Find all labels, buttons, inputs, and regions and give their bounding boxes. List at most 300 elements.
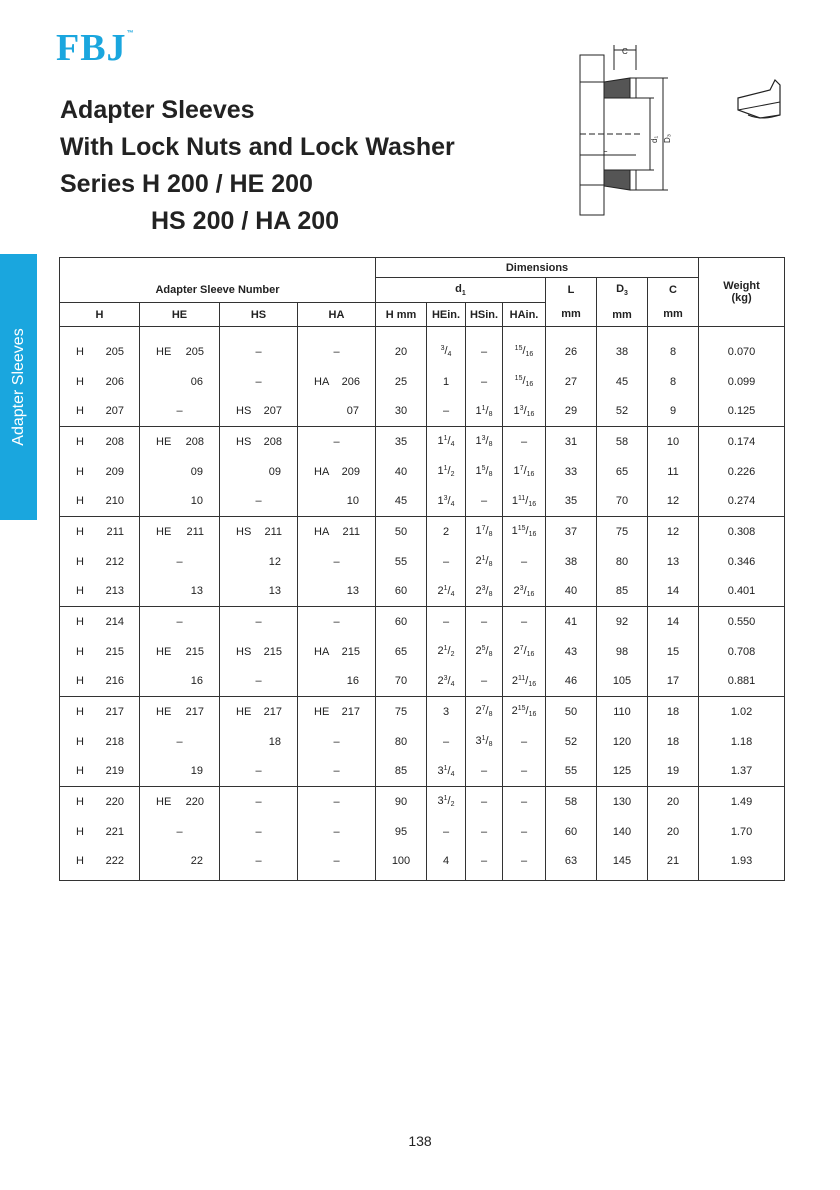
fraction-numerator: 3 bbox=[443, 674, 448, 682]
ha-number: 215 bbox=[341, 645, 360, 658]
cell-wt: 0.346 bbox=[699, 547, 785, 577]
cell-hein: – bbox=[427, 607, 466, 637]
header-d3 bbox=[597, 278, 648, 327]
fraction-denominator: 2 bbox=[450, 471, 455, 478]
ha-number: 206 bbox=[341, 375, 360, 388]
he-number: 208 bbox=[185, 435, 204, 448]
sleeve-outline bbox=[580, 55, 604, 215]
cell-hsin bbox=[466, 457, 503, 487]
cell-hein: – bbox=[427, 727, 466, 757]
hain-fraction: $2^3/_{16}$ bbox=[513, 584, 535, 598]
cell-d3: 125 bbox=[597, 757, 648, 787]
cell-h bbox=[60, 577, 140, 607]
hein-fraction: $1^1/_4$ bbox=[437, 435, 455, 449]
he-number: 205 bbox=[185, 345, 204, 358]
cell-hsin: – bbox=[466, 367, 503, 397]
table-row bbox=[60, 697, 785, 727]
cell-hain: – bbox=[503, 607, 546, 637]
cell-wt: 1.02 bbox=[699, 697, 785, 727]
fraction-numerator: 7 bbox=[481, 705, 486, 713]
fraction-whole: 2 bbox=[511, 674, 518, 687]
title-line-4: HS 200 / HA 200 bbox=[151, 207, 340, 235]
cell-hain bbox=[503, 457, 546, 487]
cell-c: 20 bbox=[648, 817, 699, 847]
fraction-denominator: 2 bbox=[450, 801, 455, 809]
header-he: HE bbox=[140, 303, 220, 327]
fraction-denominator: 16 bbox=[526, 410, 535, 418]
cell-h bbox=[60, 787, 140, 817]
cell-hein: – bbox=[427, 817, 466, 847]
fraction-denominator: 8 bbox=[488, 561, 493, 568]
header-dimensions: Dimensions bbox=[376, 258, 699, 278]
table-row bbox=[60, 427, 785, 457]
h-number: 207 bbox=[105, 405, 124, 418]
cell-c: 21 bbox=[648, 847, 699, 881]
cell-l: 37 bbox=[546, 517, 597, 547]
he-number: 215 bbox=[185, 645, 204, 658]
fraction-numerator: 7 bbox=[481, 525, 486, 533]
he-number: 217 bbox=[185, 705, 204, 718]
header-l bbox=[546, 278, 597, 327]
cell-hs bbox=[220, 517, 298, 547]
cell-he: – bbox=[140, 817, 220, 847]
header-weight-label: Weight bbox=[723, 280, 760, 292]
ha-number: 209 bbox=[341, 465, 360, 478]
adapter-sleeve-table bbox=[59, 257, 785, 881]
fraction-denominator: 16 bbox=[525, 381, 534, 388]
fraction-numerator: 15 bbox=[514, 375, 523, 382]
fraction-whole: 2 bbox=[513, 584, 520, 597]
fraction-whole: 3 bbox=[437, 795, 444, 808]
cell-hmm: 20 bbox=[376, 327, 427, 367]
h-prefix: H bbox=[76, 525, 84, 538]
table-row bbox=[60, 367, 785, 397]
cell-wt: 0.070 bbox=[699, 327, 785, 367]
cell-ha: – bbox=[298, 607, 376, 637]
cell-c: 12 bbox=[648, 517, 699, 547]
cell-h bbox=[60, 547, 140, 577]
cell-hs: – bbox=[220, 367, 298, 397]
h-number: 218 bbox=[105, 735, 124, 748]
table-row bbox=[60, 607, 785, 637]
cell-hs: – bbox=[220, 327, 298, 367]
cell-l: 31 bbox=[546, 427, 597, 457]
hain-fraction: $^{15}/_{16}$ bbox=[514, 375, 534, 388]
fraction-denominator: 4 bbox=[450, 590, 455, 598]
he-prefix: HE bbox=[156, 435, 172, 448]
hs-prefix: HS bbox=[236, 525, 252, 538]
cell-ha: – bbox=[298, 547, 376, 577]
fraction-numerator: 1 bbox=[443, 435, 448, 443]
hein-fraction: $^3/_4$ bbox=[440, 345, 452, 359]
h-prefix: H bbox=[76, 405, 84, 418]
header-d1-label: d bbox=[455, 282, 462, 295]
cell-wt: 0.550 bbox=[699, 607, 785, 637]
cell-l: 26 bbox=[546, 327, 597, 367]
fraction-whole: 1 bbox=[475, 435, 482, 448]
cell-hein: 4 bbox=[427, 847, 466, 881]
cell-d3: 70 bbox=[597, 487, 648, 517]
cell-hs: 13 bbox=[220, 577, 298, 607]
cell-hs bbox=[220, 637, 298, 667]
hs-number: 215 bbox=[263, 645, 282, 658]
cell-wt: 1.18 bbox=[699, 727, 785, 757]
cell-hain: – bbox=[503, 727, 546, 757]
cell-l: 60 bbox=[546, 817, 597, 847]
cell-hs: – bbox=[220, 487, 298, 517]
h-number: 206 bbox=[105, 375, 124, 388]
header-d3-sub: 3 bbox=[624, 290, 628, 298]
fbj-logo bbox=[56, 26, 135, 70]
cell-d3: 65 bbox=[597, 457, 648, 487]
ha-prefix: HA bbox=[314, 525, 330, 538]
he-number: 220 bbox=[185, 795, 204, 808]
fraction-whole: 2 bbox=[475, 645, 482, 657]
fraction-numerator: 1 bbox=[443, 465, 448, 472]
h-prefix: H bbox=[76, 465, 84, 478]
h-prefix: H bbox=[76, 705, 84, 718]
header-d1-sub: 1 bbox=[461, 290, 466, 298]
cell-he bbox=[140, 697, 220, 727]
fraction-whole: 1 bbox=[513, 465, 520, 477]
fraction-denominator: 2 bbox=[450, 651, 455, 658]
cell-h bbox=[60, 757, 140, 787]
fraction-denominator: 8 bbox=[488, 711, 493, 719]
cell-l: 46 bbox=[546, 667, 597, 697]
cell-hs: – bbox=[220, 787, 298, 817]
cell-hsin: – bbox=[466, 487, 503, 517]
cell-hain bbox=[503, 697, 546, 727]
cell-d3: 92 bbox=[597, 607, 648, 637]
cell-h bbox=[60, 427, 140, 457]
cell-wt: 0.308 bbox=[699, 517, 785, 547]
fraction-numerator: 1 bbox=[481, 404, 486, 412]
cell-hain: – bbox=[503, 817, 546, 847]
fraction-numerator: 7 bbox=[519, 645, 524, 652]
hein-fraction: $2^3/_4$ bbox=[437, 674, 455, 688]
fraction-whole: 1 bbox=[475, 465, 482, 477]
fraction-numerator: 1 bbox=[481, 735, 486, 742]
cell-ha: – bbox=[298, 427, 376, 457]
cell-he bbox=[140, 637, 220, 667]
table-row bbox=[60, 757, 785, 787]
cell-d3: 38 bbox=[597, 327, 648, 367]
cell-hain bbox=[503, 367, 546, 397]
fraction-whole: 2 bbox=[475, 705, 482, 718]
fraction-numerator: 3 bbox=[481, 584, 486, 592]
cell-l: 41 bbox=[546, 607, 597, 637]
cell-c: 13 bbox=[648, 547, 699, 577]
cell-d3: 75 bbox=[597, 517, 648, 547]
fraction-denominator: 4 bbox=[450, 770, 455, 778]
he-number: 211 bbox=[186, 525, 204, 538]
fraction-numerator: 15 bbox=[517, 705, 526, 713]
cell-d3: 58 bbox=[597, 427, 648, 457]
cell-hmm: 80 bbox=[376, 727, 427, 757]
fraction-whole: 1 bbox=[475, 525, 482, 538]
cell-hein bbox=[427, 457, 466, 487]
fraction-denominator: 16 bbox=[525, 351, 534, 359]
cell-hein bbox=[427, 667, 466, 697]
table-row bbox=[60, 727, 785, 757]
h-number: 219 bbox=[105, 765, 124, 778]
cell-wt: 0.881 bbox=[699, 667, 785, 697]
fraction-denominator: 16 bbox=[528, 531, 537, 539]
cell-wt: 1.93 bbox=[699, 847, 785, 881]
h-prefix: H bbox=[76, 795, 84, 808]
cell-d3: 98 bbox=[597, 637, 648, 667]
cell-c: 11 bbox=[648, 457, 699, 487]
hein-fraction: $1^3/_4$ bbox=[437, 494, 455, 508]
h-number: 213 bbox=[105, 585, 124, 598]
cell-hmm: 95 bbox=[376, 817, 427, 847]
cell-hain bbox=[503, 577, 546, 607]
cell-d3: 130 bbox=[597, 787, 648, 817]
cell-d3: 85 bbox=[597, 577, 648, 607]
cell-d3: 45 bbox=[597, 367, 648, 397]
cell-c: 20 bbox=[648, 787, 699, 817]
hain-fraction: $1^3/_{16}$ bbox=[513, 404, 535, 418]
cell-c: 9 bbox=[648, 397, 699, 427]
cell-he: 19 bbox=[140, 757, 220, 787]
cell-d3: 145 bbox=[597, 847, 648, 881]
fraction-whole: 2 bbox=[511, 705, 518, 718]
hain-fraction: $2^7/_{16}$ bbox=[513, 645, 535, 658]
h-prefix: H bbox=[76, 825, 84, 838]
cell-h bbox=[60, 727, 140, 757]
cell-hain: – bbox=[503, 427, 546, 457]
cell-h bbox=[60, 607, 140, 637]
title-line-3: Series H 200 / HE 200 bbox=[60, 170, 313, 198]
hsin-fraction: $1^3/_8$ bbox=[475, 435, 493, 449]
hs-prefix: HS bbox=[236, 405, 252, 418]
table-row bbox=[60, 817, 785, 847]
h-number: 211 bbox=[106, 525, 124, 538]
h-number: 217 bbox=[105, 705, 124, 718]
table-row bbox=[60, 667, 785, 697]
cell-ha: – bbox=[298, 817, 376, 847]
cell-ha: – bbox=[298, 847, 376, 881]
hsin-fraction: $3^1/_8$ bbox=[475, 735, 493, 748]
cell-hsin bbox=[466, 427, 503, 457]
cell-hsin bbox=[466, 637, 503, 667]
cell-he: – bbox=[140, 727, 220, 757]
hs-number: 207 bbox=[263, 405, 282, 418]
hein-fraction: $1^1/_2$ bbox=[437, 465, 455, 478]
fraction-denominator: 16 bbox=[528, 711, 537, 719]
header-c-unit: mm bbox=[663, 308, 683, 320]
cell-hein: 1 bbox=[427, 367, 466, 397]
cell-wt: 1.49 bbox=[699, 787, 785, 817]
hsin-fraction: $2^7/_8$ bbox=[475, 705, 493, 719]
dim-d1-label: d₁ bbox=[650, 135, 659, 143]
header-weight bbox=[699, 258, 785, 327]
cell-hein: – bbox=[427, 397, 466, 427]
cell-wt: 0.174 bbox=[699, 427, 785, 457]
cell-hain bbox=[503, 327, 546, 367]
fraction-whole: 1 bbox=[437, 465, 444, 477]
fraction-whole: 2 bbox=[437, 645, 444, 657]
header-d1 bbox=[376, 278, 546, 303]
cell-hs: 12 bbox=[220, 547, 298, 577]
hsin-fraction: $1^1/_8$ bbox=[475, 404, 493, 418]
cell-hsin bbox=[466, 397, 503, 427]
cell-hsin: – bbox=[466, 847, 503, 881]
hein-fraction: $2^1/_4$ bbox=[437, 584, 455, 598]
table-row bbox=[60, 577, 785, 607]
cell-ha bbox=[298, 637, 376, 667]
cell-c: 14 bbox=[648, 607, 699, 637]
cell-hmm: 60 bbox=[376, 607, 427, 637]
cell-hsin: – bbox=[466, 667, 503, 697]
table-row bbox=[60, 787, 785, 817]
cell-hmm: 35 bbox=[376, 427, 427, 457]
cell-hs: – bbox=[220, 847, 298, 881]
cell-hain bbox=[503, 487, 546, 517]
fraction-numerator: 1 bbox=[443, 645, 448, 652]
cell-he bbox=[140, 787, 220, 817]
fraction-denominator: 16 bbox=[528, 680, 537, 688]
fraction-denominator: 16 bbox=[526, 651, 535, 658]
cell-d3: 105 bbox=[597, 667, 648, 697]
fraction-whole: 1 bbox=[513, 404, 520, 417]
he-prefix: HE bbox=[156, 525, 172, 538]
h-number: 214 bbox=[105, 615, 124, 628]
cell-l: 29 bbox=[546, 397, 597, 427]
hs-number: 217 bbox=[263, 705, 282, 718]
cell-hmm: 65 bbox=[376, 637, 427, 667]
cell-c: 15 bbox=[648, 637, 699, 667]
fraction-whole: 3 bbox=[475, 735, 482, 747]
side-tab-label: Adapter Sleeves bbox=[9, 328, 27, 446]
cell-c: 19 bbox=[648, 757, 699, 787]
title-line-1: Adapter Sleeves bbox=[60, 96, 255, 124]
h-prefix: H bbox=[76, 735, 84, 748]
header-h-mm: H mm bbox=[376, 303, 427, 327]
cell-he: – bbox=[140, 397, 220, 427]
cell-hs: 18 bbox=[220, 727, 298, 757]
sleeve-cross-section-diagram bbox=[570, 40, 790, 225]
header-weight-unit: (kg) bbox=[731, 292, 752, 304]
cell-ha bbox=[298, 517, 376, 547]
h-prefix: H bbox=[76, 615, 84, 628]
brand-name: FBJ bbox=[56, 27, 127, 69]
cell-h bbox=[60, 667, 140, 697]
cell-ha: – bbox=[298, 787, 376, 817]
cell-hs: – bbox=[220, 667, 298, 697]
cell-hein: 3 bbox=[427, 697, 466, 727]
page-title bbox=[60, 92, 455, 240]
fraction-denominator: 8 bbox=[488, 531, 493, 539]
cell-hain bbox=[503, 397, 546, 427]
hein-fraction: $3^1/_4$ bbox=[437, 764, 455, 778]
cell-hmm: 25 bbox=[376, 367, 427, 397]
cell-hs: – bbox=[220, 757, 298, 787]
cell-c: 18 bbox=[648, 727, 699, 757]
cell-l: 43 bbox=[546, 637, 597, 667]
table-row bbox=[60, 487, 785, 517]
hsin-fraction: $1^7/_8$ bbox=[475, 525, 493, 539]
cell-hsin bbox=[466, 547, 503, 577]
hs-prefix: HE bbox=[236, 705, 252, 718]
cell-hsin bbox=[466, 727, 503, 757]
cell-hs: – bbox=[220, 817, 298, 847]
he-prefix: HE bbox=[156, 795, 172, 808]
title-line-2: With Lock Nuts and Lock Washer bbox=[60, 133, 455, 161]
cell-wt: 0.226 bbox=[699, 457, 785, 487]
cell-h bbox=[60, 487, 140, 517]
hain-fraction: $^{15}/_{16}$ bbox=[514, 345, 534, 359]
header-h: H bbox=[60, 303, 140, 327]
header-hs: HS bbox=[220, 303, 298, 327]
hs-number: 211 bbox=[264, 525, 282, 538]
cell-l: 50 bbox=[546, 697, 597, 727]
cell-he: 16 bbox=[140, 667, 220, 697]
h-number: 205 bbox=[105, 345, 124, 358]
cell-ha: – bbox=[298, 327, 376, 367]
header-l-unit: mm bbox=[561, 308, 581, 320]
cell-hs: 09 bbox=[220, 457, 298, 487]
cell-wt: 1.70 bbox=[699, 817, 785, 847]
cell-c: 12 bbox=[648, 487, 699, 517]
h-prefix: H bbox=[76, 345, 84, 358]
cell-hs bbox=[220, 697, 298, 727]
fraction-denominator: 4 bbox=[450, 500, 455, 508]
fraction-denominator: 8 bbox=[488, 590, 493, 598]
cell-he: 06 bbox=[140, 367, 220, 397]
cell-d3: 140 bbox=[597, 817, 648, 847]
he-prefix: HE bbox=[156, 345, 172, 358]
header-l-label: L bbox=[567, 284, 575, 296]
cell-hein bbox=[427, 487, 466, 517]
hsin-fraction: $2^3/_8$ bbox=[475, 584, 493, 598]
cell-l: 58 bbox=[546, 787, 597, 817]
cell-hein bbox=[427, 637, 466, 667]
cell-hein bbox=[427, 427, 466, 457]
dim-l-label: L bbox=[603, 145, 608, 154]
hein-fraction: $3^1/_2$ bbox=[437, 795, 455, 809]
fraction-denominator: 8 bbox=[488, 741, 493, 748]
fraction-whole: 1 bbox=[437, 435, 444, 448]
fraction-numerator: 3 bbox=[440, 345, 445, 353]
ha-number: 217 bbox=[341, 705, 360, 718]
cell-he: 13 bbox=[140, 577, 220, 607]
cell-hein bbox=[427, 757, 466, 787]
h-number: 221 bbox=[105, 825, 124, 838]
ha-prefix: HA bbox=[314, 375, 330, 388]
trademark-mark: ™ bbox=[126, 30, 135, 37]
cell-ha: – bbox=[298, 727, 376, 757]
cell-hein: – bbox=[427, 547, 466, 577]
side-section-tab bbox=[0, 254, 37, 520]
cell-hs bbox=[220, 427, 298, 457]
h-prefix: H bbox=[76, 435, 84, 448]
cell-hmm: 40 bbox=[376, 457, 427, 487]
cell-ha bbox=[298, 697, 376, 727]
cell-l: 40 bbox=[546, 577, 597, 607]
cell-he bbox=[140, 427, 220, 457]
cell-ha: 07 bbox=[298, 397, 376, 427]
h-number: 220 bbox=[105, 795, 124, 808]
ha-prefix: HA bbox=[314, 465, 330, 478]
hain-fraction: $1^{15}/_{16}$ bbox=[511, 525, 537, 539]
cell-he: – bbox=[140, 607, 220, 637]
cell-d3: 110 bbox=[597, 697, 648, 727]
hs-prefix: HS bbox=[236, 435, 252, 448]
fraction-numerator: 5 bbox=[481, 645, 486, 652]
fraction-denominator: 4 bbox=[450, 680, 455, 688]
cell-h bbox=[60, 397, 140, 427]
